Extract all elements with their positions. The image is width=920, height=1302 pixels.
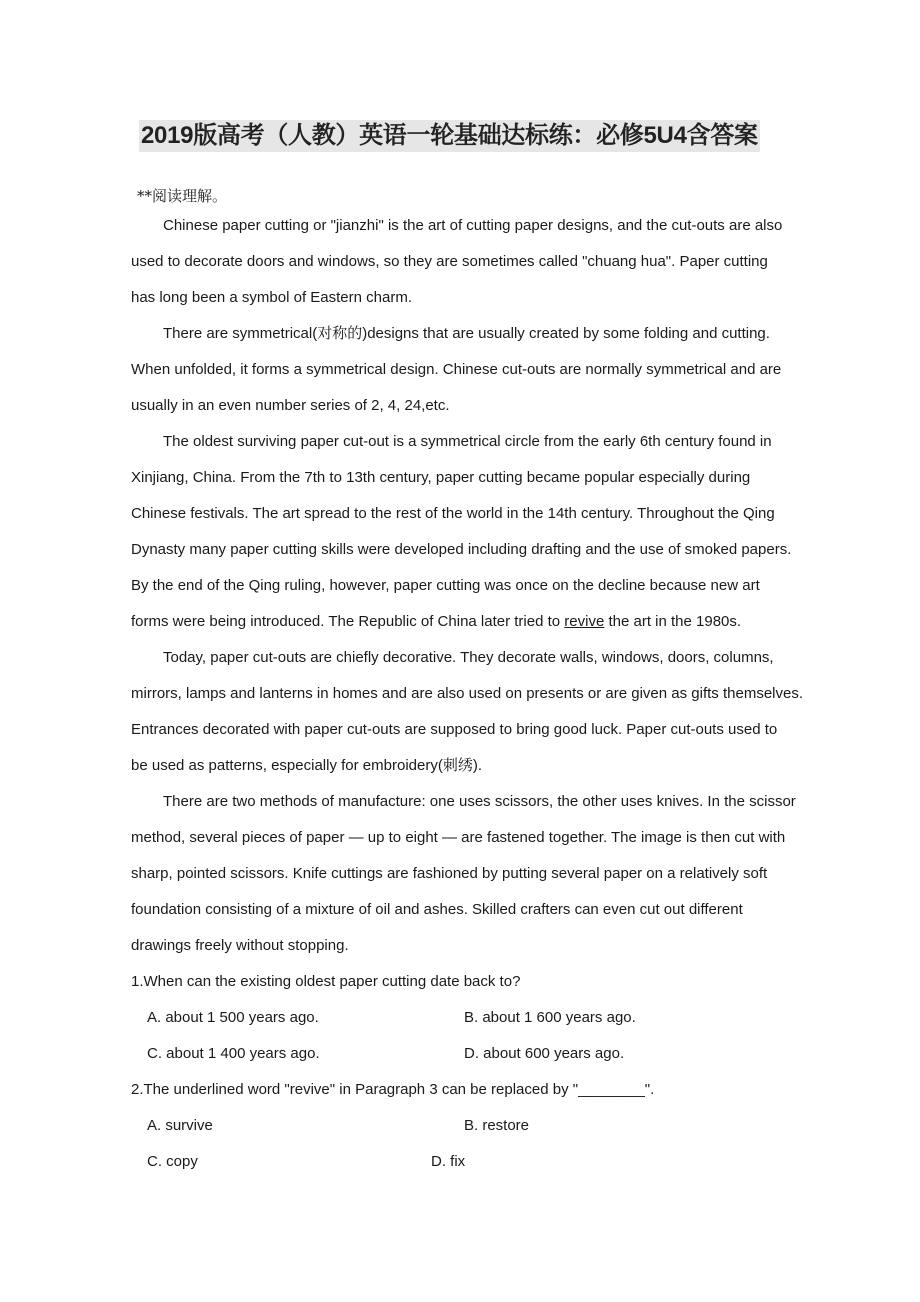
passage-line: By the end of the Qing ruling, however, paper cutting was once on the decline because new art xyxy=(131,577,760,594)
answer-option: C. about 1 400 years ago. xyxy=(147,1045,320,1062)
answer-option: A. about 1 500 years ago. xyxy=(147,1009,319,1026)
answer-option: D. fix xyxy=(431,1153,466,1170)
text-segment: forms were being introduced. The Republic of China later tried to xyxy=(131,613,565,630)
passage-line: There are symmetrical(对称的)designs that are usually created by some folding and cutting. xyxy=(163,325,770,342)
answer-option: A. survive xyxy=(147,1117,213,1134)
underlined-word: revive xyxy=(564,613,605,630)
passage-line: The oldest surviving paper cut-out is a symmetrical circle from the early 6th century found in xyxy=(163,433,772,450)
passage-line: When unfolded, it forms a symmetrical design. Chinese cut-outs are normally symmetrical and are xyxy=(131,361,782,378)
answer-option: C. copy xyxy=(147,1153,198,1170)
passage-line: Chinese festivals. The art spread to the rest of the world in the 14th century. Throughout the Qing xyxy=(131,505,775,522)
passage-line: There are two methods of manufacture: one uses scissors, the other uses knives. In the scissor xyxy=(163,793,796,810)
document-title: 2019版高考（人教）英语一轮基础达标练：必修5U4含答案 xyxy=(139,120,760,152)
question-stem: 2.The underlined word "revive" in Paragraph 3 can be replaced by "________". xyxy=(131,1081,655,1098)
passage-line: Xinjiang, China. From the 7th to 13th century, paper cutting became popular especially during xyxy=(131,469,751,486)
passage-line: used to decorate doors and windows, so they are sometimes called "chuang hua". Paper cutting xyxy=(131,253,768,270)
passage-line: be used as patterns, especially for embroidery(刺绣). xyxy=(131,757,482,774)
passage-line xyxy=(131,610,741,634)
section-heading: **阅读理解。 xyxy=(137,187,228,205)
answer-option: D. about 600 years ago. xyxy=(464,1045,625,1062)
question-stem: 1.When can the existing oldest paper cutting date back to? xyxy=(131,973,521,990)
passage-line: Entrances decorated with paper cut-outs are supposed to bring good luck. Paper cut-outs used to xyxy=(131,721,778,738)
answer-option: B. about 1 600 years ago. xyxy=(464,1009,636,1026)
passage-line: foundation consisting of a mixture of oil and ashes. Skilled crafters can even cut out different xyxy=(131,901,743,918)
passage-line: method, several pieces of paper — up to eight — are fastened together. The image is then cut with xyxy=(131,829,786,846)
passage-line: Dynasty many paper cutting skills were developed including drafting and the use of smoked papers. xyxy=(131,541,792,558)
passage-line: Today, paper cut-outs are chiefly decorative. They decorate walls, windows, doors, columns, xyxy=(163,649,774,666)
passage-line: sharp, pointed scissors. Knife cuttings are fashioned by putting several paper on a relatively soft xyxy=(131,865,768,882)
answer-option: B. restore xyxy=(464,1117,530,1134)
passage-line: usually in an even number series of 2, 4, 24,etc. xyxy=(131,397,450,414)
passage-line: has long been a symbol of Eastern charm. xyxy=(131,289,412,306)
passage-line: mirrors, lamps and lanterns in homes and are also used on presents or are given as gifts themselves. xyxy=(131,685,803,702)
passage-line: Chinese paper cutting or "jianzhi" is the art of cutting paper designs, and the cut-outs are also xyxy=(163,217,783,234)
text-segment: the art in the 1980s. xyxy=(604,613,742,630)
passage-line: drawings freely without stopping. xyxy=(131,937,349,954)
